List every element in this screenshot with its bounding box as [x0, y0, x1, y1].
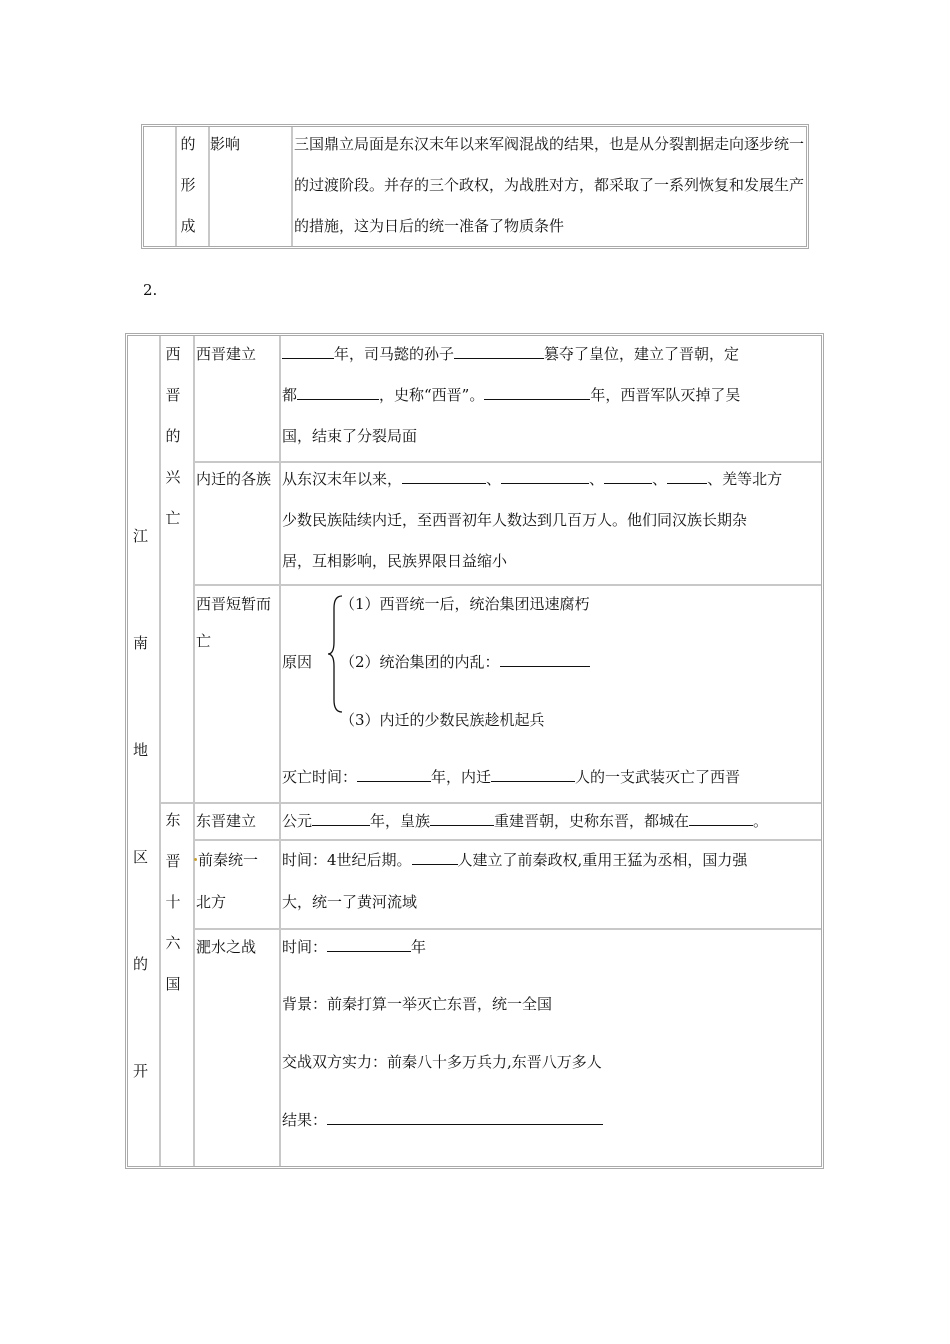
dongjin-founding-line: 公元 年，皇族 重建晋朝，史称东晋，都城在 。: [282, 801, 768, 842]
reason-3: （3）内迁的少数民族趁机起兵: [340, 711, 545, 729]
feishui-result-line: 结果：: [282, 1100, 603, 1141]
fill-blank[interactable]: [412, 846, 458, 865]
migrant-tribes-line2: 少数民族陆续内迁，至西晋初年人数达到几百万人。他们同汉族长期杂: [282, 511, 748, 529]
table-divider: [159, 336, 161, 1166]
xijin-founding-line1: 年，司马懿的孙子 篡夺了皇位，建立了晋朝，定: [282, 334, 739, 375]
fill-blank[interactable]: [667, 465, 707, 484]
row-topic-feishui-battle: 淝水之战: [196, 938, 257, 956]
feishui-background: 背景：前秦打算一举灭亡东晋，统一全国: [282, 995, 553, 1013]
row-topic-dongjin-founding: 东晋建立: [196, 812, 257, 830]
influence-content: 三国鼎立局面是东汉末年以来军阀混战的结果，也是从分裂割据走向逐步统一的过渡阶段。并存的三个政权，为战胜对方，都采取了一系列恢复和发展生产的措施，这为日后的统一准备了物质条件: [294, 135, 805, 235]
xijin-fall-time-line: 灭亡时间： 年，内迁 人的一支武装灭亡了西晋: [282, 757, 740, 798]
influence-topic: 影响: [210, 135, 241, 153]
outer-char: 江: [133, 527, 149, 545]
outer-char: 地: [133, 741, 149, 759]
fill-blank[interactable]: [357, 763, 431, 782]
feishui-time-line: 时间： 年: [282, 927, 426, 968]
fill-blank[interactable]: [282, 340, 334, 359]
fill-blank[interactable]: [297, 381, 379, 400]
outer-char: 南: [133, 634, 149, 652]
question-number: 2.: [143, 281, 158, 299]
former-qin-line2: 大，统一了黄河流域: [282, 893, 418, 911]
dot-mark: [194, 858, 197, 861]
migrant-tribes-line3: 居，互相影响，民族界限日益缩小: [282, 552, 508, 570]
xijin-founding-line2: 都 ，史称“西晋”。 年，西晋军队灭掉了吴: [282, 375, 740, 416]
row-topic-migrant-tribes: 内迁的各族: [196, 470, 272, 488]
influence-table: [141, 124, 809, 249]
row-topic-xijin-fall: 西晋短暂而: [196, 595, 272, 613]
fill-blank[interactable]: [312, 807, 370, 826]
xijin-founding-line3: 国，结束了分裂局面: [282, 427, 418, 445]
reason-label: 原因: [282, 653, 313, 671]
formation-vertical-label: 的 形 成: [180, 135, 196, 235]
former-qin-line1: 时间：4世纪后期。 人建立了前秦政权,重用王猛为丞相，国力强: [282, 840, 747, 881]
history-fill-table: [125, 333, 824, 1169]
fill-blank[interactable]: [402, 465, 486, 484]
feishui-strength: 交战双方实力：前秦八十多万兵力,东晋八万多人: [282, 1053, 602, 1071]
fill-blank[interactable]: [327, 1106, 603, 1125]
fill-blank[interactable]: [430, 807, 494, 826]
outer-char: 区: [133, 848, 149, 866]
fill-blank[interactable]: [501, 465, 589, 484]
fill-blank[interactable]: [500, 648, 590, 667]
xijin-rise-fall-label: 西 晋 的 兴 亡: [165, 345, 181, 527]
row-topic-xijin-founding: 西晋建立: [196, 345, 257, 363]
migrant-tribes-line1: 从东汉末年以来， 、 、 、 、羌等北方: [282, 459, 782, 500]
table-divider: [175, 127, 177, 246]
table-divider: [291, 127, 293, 246]
fill-blank[interactable]: [327, 933, 411, 952]
fill-blank[interactable]: [491, 763, 575, 782]
row-topic-former-qin: 前秦统一: [198, 851, 259, 869]
reason-2: （2）统治集团的内乱：: [340, 642, 590, 683]
fill-blank[interactable]: [604, 465, 652, 484]
fill-blank[interactable]: [689, 807, 753, 826]
dongjin-sixteen-kingdoms-label: 东 晋 十 六 国: [165, 811, 181, 993]
reason-1: （1）西晋统一后，统治集团迅速腐朽: [340, 595, 590, 613]
outer-char: 开: [133, 1062, 149, 1080]
fill-blank[interactable]: [484, 381, 590, 400]
fill-blank[interactable]: [454, 340, 544, 359]
outer-char: 的: [133, 955, 149, 973]
row-topic-former-qin-2: 北方: [196, 893, 227, 911]
row-topic-xijin-fall-2: 亡: [196, 632, 212, 650]
